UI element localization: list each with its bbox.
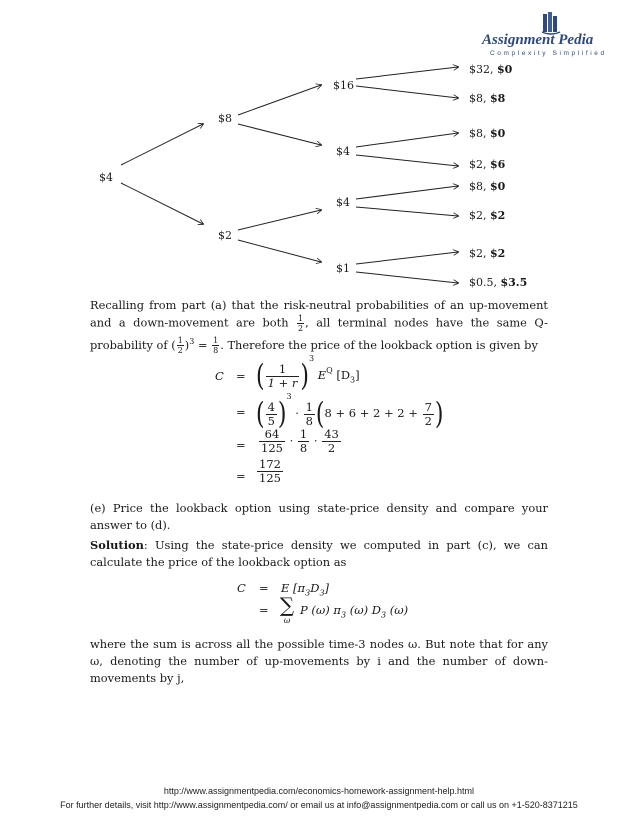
edge-4a-down: [356, 155, 458, 166]
equation-row-2: ( $\frac{4}{5}$ )$^3$ · $\frac{1}{8}$ (8 + 6 + 2 + 2 + $\frac{7}{2}$ ): [256, 392, 444, 431]
edge-2-up: [238, 210, 321, 230]
equation2-row-2: P (ω) $\pi_3$ (ω) $D_3$ (ω): [300, 603, 409, 620]
node-t1-up: $8: [218, 112, 232, 125]
equation2-sum: ∑ ω: [279, 593, 295, 625]
terminal-3: $8, $0: [469, 127, 506, 140]
equation2-lhs: C: [237, 581, 246, 595]
terminal-6: $2, $2: [469, 209, 506, 222]
paragraph-solution: Solution: Using the state-price density we computed in part (c), we can calculate the price of the lookback option as: [90, 538, 548, 569]
terminal-1: $32, $0: [469, 63, 513, 76]
node-t1-down: $2: [218, 229, 232, 242]
edge-1-down: [356, 272, 458, 283]
edge-root-up: [121, 124, 203, 165]
equation-eq-sign-4: =: [236, 469, 246, 483]
equation-eq-sign-2: =: [236, 405, 246, 419]
terminal-5: $8, $0: [469, 180, 506, 193]
edge-1-up: [356, 252, 458, 264]
edge-2-down: [238, 240, 321, 262]
terminal-7: $2, $2: [469, 247, 506, 260]
footer-url[interactable]: http://www.assignmentpedia.com/economics-homework-assignment-help.html: [163, 786, 475, 796]
edge-8-down: [238, 124, 321, 145]
paragraph-risk-neutral: Recalling from part (a) that the risk-neutral probabilities of an up-movement and a down-movement are both $\frac{1}{2}$ , all terminal nodes have the same Q-probability of ( $\frac{1}{2}$ )$^3$ = $\frac{1}{8}$ . Therefore the price of the lookback option is given by: [90, 298, 548, 356]
paragraph-sum-explanation: where the sum is across all the possible time-3 nodes ω. But note that for any ω, denoting the number of up-movements by i and the number of down-movements by j,: [90, 637, 548, 685]
edge-8-up: [238, 85, 321, 115]
equation-eq-sign-3: =: [236, 438, 246, 452]
terminal-2: $8, $8: [469, 92, 506, 105]
equation-eq-sign-1: =: [236, 369, 246, 383]
edge-root-down: [121, 183, 203, 224]
node-t2-16: $16: [333, 79, 354, 92]
terminal-8: $0.5, $3.5: [469, 276, 528, 289]
edge-16-down: [356, 86, 458, 98]
equation2-eq-sign-2: =: [259, 603, 269, 617]
binomial-tree: [0, 0, 638, 300]
logo-brand: Assignment Pedia: [482, 32, 594, 48]
paragraph-part-e: (e) Price the lookback option using state-price density and compare your answer to (d).: [90, 501, 548, 532]
equation-row-4: $\frac{172}{125}$: [259, 457, 281, 485]
fraction-eighth: $\frac{1}{8}$: [213, 336, 219, 356]
equation-row-3: $\frac{64}{125}$ · $\frac{1}{8}$ · $\frac{43}{2}$: [261, 427, 339, 455]
edge-4b-down: [356, 207, 458, 216]
equation2-row-1: E $[\pi_3D_3]$: [281, 581, 330, 598]
node-t2-4b: $4: [336, 196, 350, 209]
footer-contact: For further details, visit http://www.assignmentpedia.com/ or email us at info@assignmentpedia.com or call us on +1-520-8371215: [60, 800, 578, 810]
edge-4a-up: [356, 133, 458, 147]
logo-tagline: Complexity Simplified: [490, 50, 607, 57]
equation2-eq-sign-1: =: [259, 581, 269, 595]
node-root: $4: [99, 171, 113, 184]
fraction-half: $\frac{1}{2}$: [298, 314, 304, 333]
solution-label: Solution: [90, 538, 144, 552]
fraction-half-2: $\frac{1}{2}$: [177, 336, 183, 356]
equation-row-1: ( $\frac{1}{1 + r}$ )$^3$ $E^Q$ $[D_3]$: [256, 354, 360, 393]
node-t2-1: $1: [336, 262, 350, 275]
edge-16-up: [356, 67, 458, 79]
equation-price-lhs: C: [215, 369, 224, 383]
node-t2-4a: $4: [336, 145, 350, 158]
terminal-4: $2, $6: [469, 158, 506, 171]
edge-4b-up: [356, 186, 458, 199]
